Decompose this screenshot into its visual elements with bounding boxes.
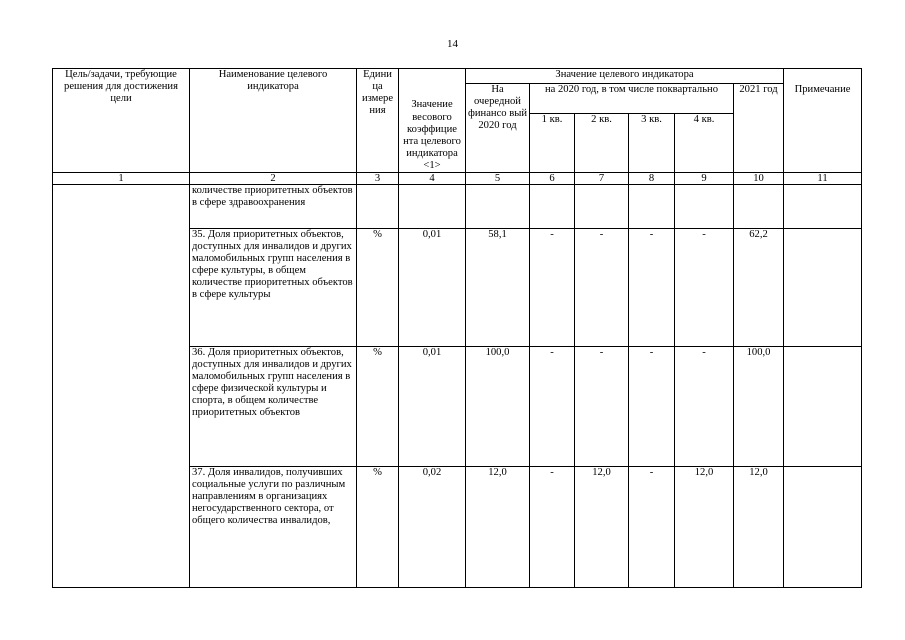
y2021-cell: 100,0 [734,347,784,467]
column-number: 3 [357,173,399,185]
column-number: 6 [530,173,575,185]
header-weight: Значение весового коэффицие нта целевого индикатора <1> [399,69,466,173]
column-number: 10 [734,173,784,185]
indicator-name: 35. Доля приоритетных объектов, доступных для инвалидов и других маломобильных групп населения в сфере культуры, в общем количестве приоритетных объектов в сфере культуры [190,229,357,347]
unit-cell: % [357,467,399,588]
fy2020-cell [466,185,530,229]
page-number: 14 [447,38,458,50]
header-quarterly-2020: на 2020 год, в том числе поквартально [530,84,734,114]
y2021-cell [734,185,784,229]
unit-cell [357,185,399,229]
q4-cell: - [675,229,734,347]
header-q2: 2 кв. [575,114,629,173]
column-number: 5 [466,173,530,185]
note-cell [784,185,862,229]
header-q3: 3 кв. [629,114,675,173]
q3-cell: - [629,467,675,588]
unit-cell: % [357,229,399,347]
q3-cell [629,185,675,229]
y2021-cell: 62,2 [734,229,784,347]
q4-cell: 12,0 [675,467,734,588]
y2021-cell: 12,0 [734,467,784,588]
q3-cell: - [629,229,675,347]
fy2020-cell: 58,1 [466,229,530,347]
header-target-value: Значение целевого индикатора [466,69,784,84]
indicator-table [52,68,862,588]
column-number: 11 [784,173,862,185]
column-number: 4 [399,173,466,185]
table-row [53,185,862,229]
indicator-name: 37. Доля инвалидов, получивших социальные услуги по различным направлениям в организациях негосударственного сектора, от общего количества инвалидов, [190,467,357,588]
q1-cell: - [530,229,575,347]
q2-cell: - [575,347,629,467]
column-number: 8 [629,173,675,185]
q4-cell: - [675,347,734,467]
header-q4: 4 кв. [675,114,734,173]
column-number: 7 [575,173,629,185]
header-q1: 1 кв. [530,114,575,173]
column-number: 1 [53,173,190,185]
fy2020-cell: 100,0 [466,347,530,467]
column-number-row [53,173,862,185]
q4-cell [675,185,734,229]
q2-cell: 12,0 [575,467,629,588]
q1-cell: - [530,347,575,467]
indicator-name: количестве приоритетных объектов в сфере здравоохранения [190,185,357,229]
column-number: 2 [190,173,357,185]
weight-cell [399,185,466,229]
fy2020-cell: 12,0 [466,467,530,588]
header-goal: Цель/задачи, требующие решения для достижения цели [53,69,190,173]
q1-cell: - [530,467,575,588]
goal-cell [53,185,190,588]
weight-cell: 0,01 [399,347,466,467]
header-indicator-name: Наименование целевого индикатора [190,69,357,173]
q2-cell [575,185,629,229]
header-year-2021: 2021 год [734,84,784,173]
q2-cell: - [575,229,629,347]
header-unit: Едини ца измере ния [357,69,399,173]
header-next-fiscal-year: На очередной финансо вый 2020 год [466,84,530,173]
note-cell [784,229,862,347]
unit-cell: % [357,347,399,467]
note-cell [784,347,862,467]
header-note-top [784,69,862,84]
q3-cell: - [629,347,675,467]
indicator-name: 36. Доля приоритетных объектов, доступных для инвалидов и других маломобильных групп населения в сфере физической культуры и спорта, в общем количестве приоритетных объектов [190,347,357,467]
column-number: 9 [675,173,734,185]
header-note: Примечание [784,84,862,173]
weight-cell: 0,01 [399,229,466,347]
weight-cell: 0,02 [399,467,466,588]
q1-cell [530,185,575,229]
note-cell [784,467,862,588]
